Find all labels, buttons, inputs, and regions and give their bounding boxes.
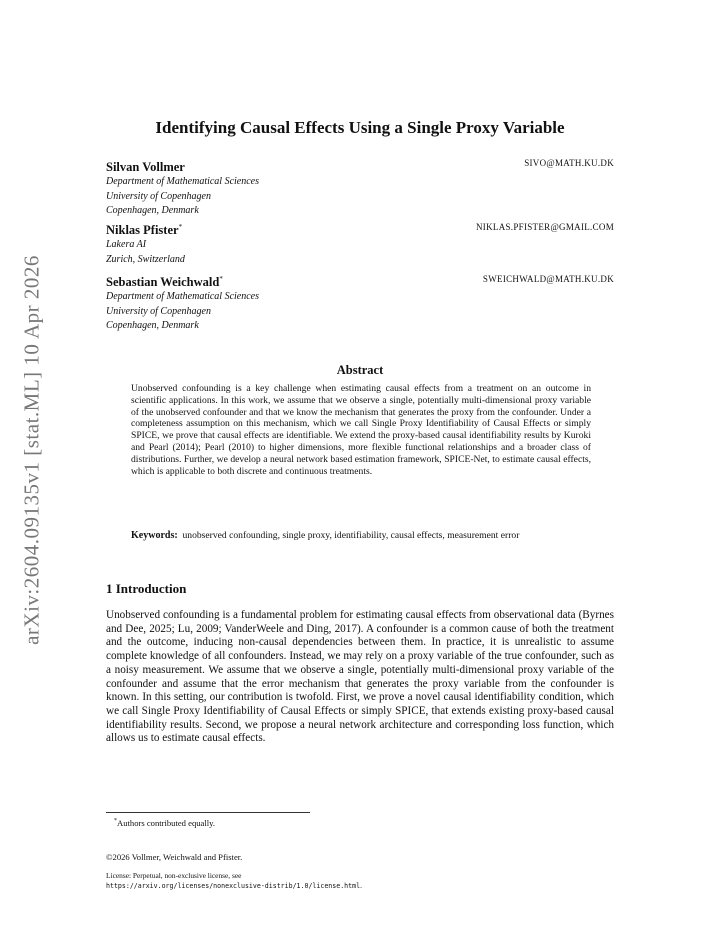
section-heading-introduction: 1 Introduction [106, 581, 187, 596]
license-notice: License: Perpetual, non-exclusive license, see https://arxiv.org/licenses/nonexclusive-distrib/1.0/license.html. [106, 871, 362, 890]
license-text: License: Perpetual, non-exclusive license, see [106, 871, 242, 880]
arxiv-sidebar-stamp [12, 250, 52, 650]
author-block-2 [106, 220, 614, 267]
author-email[interactable]: NIKLAS.PFISTER@GMAIL.COM [476, 222, 614, 232]
author-affiliation-line: University of Copenhagen [106, 305, 211, 317]
abstract-text: Unobserved confounding is a key challenge when estimating causal effects from a treatment on an outcome in scientific applications. In this work, we assume that we observe a single, potentially multi-dimensional proxy variable of the unobserved confounder and that we know the mechanism that generates the proxy from the confounder. Under a completeness assumption on this mechanism, which we call Single Proxy Identifiability of Causal Effects or simply SPICE, we prove that causal effects are identifiable. We extend the proxy-based causal identifiability results by Kuroki and Pearl (2014); Pearl (2010) to higher dimensions, more flexible functional relationships and a broader class of distributions. Further, we develop a neural network based estimation framework, SPICE-Net, to estimate causal effects, which is applicable to both discrete and continuous treatments. [131, 383, 591, 477]
author-affiliation-line: Department of Mathematical Sciences [106, 176, 260, 188]
introduction-text: Unobserved confounding is a fundamental problem for estimating causal effects from observational data (Byrnes and Dee, 2025; Lu, 2009; VanderWeele and Ding, 2017). A confounder is a common cause of both the treatment and the outcome, inducing non-causal dependencies between them. In practice, it is unrealistic to assume complete knowledge of all confounders. Instead, we may rely on a proxy variable of the true confounder, such as a noisy measurement. We assume that we observe a single, potentially multi-dimensional proxy variable of the confounder and assume that the error mechanism that generates the proxy variable from the confounder is known. In this setting, our contribution is twofold. First, we prove a novel causal identifiability condition, which we call Single Proxy Identifiability of Causal Effects or simply SPICE, that extends existing proxy-based causal identifiability results. Second, we propose a neural network architecture and corresponding loss function, which allows us to estimate causal effects. [106, 609, 614, 745]
footnote-divider [106, 812, 310, 813]
author-email[interactable]: SWEICHWALD@MATH.KU.DK [482, 274, 614, 284]
keywords-label: Keywords: [131, 530, 178, 541]
author-email[interactable]: SIVO@MATH.KU.DK [524, 158, 614, 168]
author-affiliation-line: Department of Mathematical Sciences [106, 291, 260, 303]
author-block-3 [106, 272, 614, 334]
author-affiliation-line: University of Copenhagen [106, 190, 211, 202]
keywords-text: unobserved confounding, single proxy, identifiability, causal effects, measurement error [182, 530, 520, 541]
author-affiliation-line: Zurich, Switzerland [106, 253, 185, 265]
author-block-1 [106, 156, 614, 219]
author-affiliation-line: Copenhagen, Denmark [106, 320, 199, 332]
author-name: Sebastian Weichwald* [106, 275, 223, 290]
abstract-heading: Abstract [336, 363, 384, 377]
author-affiliation-line: Copenhagen, Denmark [106, 205, 199, 217]
author-name: Niklas Pfister* [106, 223, 183, 238]
author-name: Silvan Vollmer [106, 160, 185, 175]
copyright-notice: ©2026 Vollmer, Weichwald and Pfister. [106, 852, 243, 862]
paper-title: Identifying Causal Effects Using a Single Proxy Variable [155, 118, 565, 137]
arxiv-id-label: arXiv:2604.09135v1 [stat.ML] 10 Apr 2026 [19, 255, 44, 645]
keywords [131, 530, 591, 542]
footnote: *Authors contributed equally. [114, 818, 216, 828]
license-link[interactable]: https://arxiv.org/licenses/nonexclusive-distrib/1.0/license.html [106, 881, 361, 890]
author-affiliation-line: Lakera AI [106, 239, 147, 251]
